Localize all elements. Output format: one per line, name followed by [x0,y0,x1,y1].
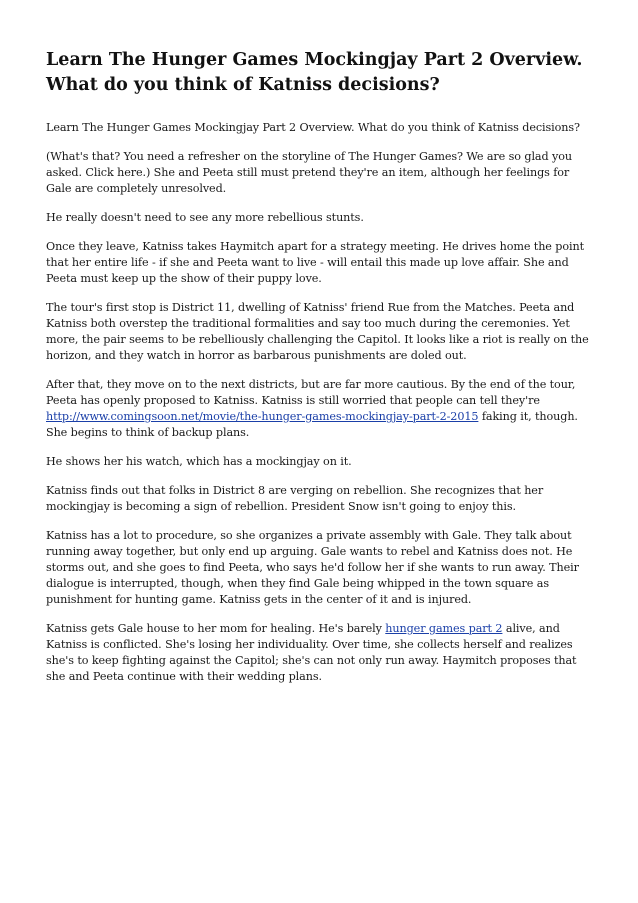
paragraph-10-text-after: alive, and Katniss is conflicted. She's losing her individuality. Over time, she collects herself and realizes she's to keep fighting against the Capitol; she's can not only run away. Haymitch proposes that she and Peeta continue with their wedding plans. [46,622,577,683]
paragraph-10 [46,621,594,685]
paragraph-3: He really doesn't need to see any more rebellious stunts. [46,211,364,224]
paragraph-6-text-after: faking it, though. She begins to think of backup plans. [46,410,578,439]
paragraph-8: Katniss finds out that folks in District 8 are verging on rebellion. She recognizes that her mockingjay is becoming a sign of rebellion. President Snow isn't going to enjoy this. [46,484,544,513]
comingsoon-link[interactable]: http://www.comingsoon.net/movie/the-hunger-games-mockingjay-part-2-2015 [46,410,479,423]
paragraph-2: (What's that? You need a refresher on the storyline of The Hunger Games? We are so glad you asked. Click here.) She and Peeta still must pretend they're an item, although her feelings for Gale are completely unresolved. [46,150,572,195]
page-title: Learn The Hunger Games Mockingjay Part 2 Overview. What do you think of Katniss decisions? [46,50,583,95]
document-page [46,48,594,698]
paragraph-10-text-before: Katniss gets Gale house to her mom for healing. He's barely [46,622,386,635]
paragraph-5: The tour's first stop is District 11, dwelling of Katniss' friend Rue from the Matches. Peeta and Katniss both overstep the traditional formalities and say too much during the ceremonies. Yet more, the pair seems to be rebelliously challenging the Capitol. It looks like a riot is really on the horizon, and they watch in horror as barbarous punishments are doled out. [46,301,589,362]
paragraph-6 [46,377,594,441]
paragraph-9: Katniss has a lot to procedure, so she organizes a private assembly with Gale. They talk about running away together, but only end up arguing. Gale wants to rebel and Katniss does not. He storms out, and she goes to find Peeta, who says he'd follow her if she wants to run away. Their dialogue is interrupted, though, when they find Gale being whipped in the town square as punishment for hunting game. Katniss gets in the center of it and is injured. [46,529,579,606]
hunger-games-part-2-link[interactable]: hunger games part 2 [385,622,503,635]
paragraph-1: Learn The Hunger Games Mockingjay Part 2 Overview. What do you think of Katniss decisions? [46,121,580,134]
paragraph-4: Once they leave, Katniss takes Haymitch apart for a strategy meeting. He drives home the point that her entire life - if she and Peeta want to live - will entail this made up love affair. She and Peeta must keep up the show of their puppy love. [46,240,584,285]
paragraph-6-text-before: After that, they move on to the next districts, but are far more cautious. By the end of the tour, Peeta has openly proposed to Katniss. Katniss is still worried that people can tell they're [46,378,576,407]
paragraph-7: He shows her his watch, which has a mockingjay on it. [46,455,352,468]
